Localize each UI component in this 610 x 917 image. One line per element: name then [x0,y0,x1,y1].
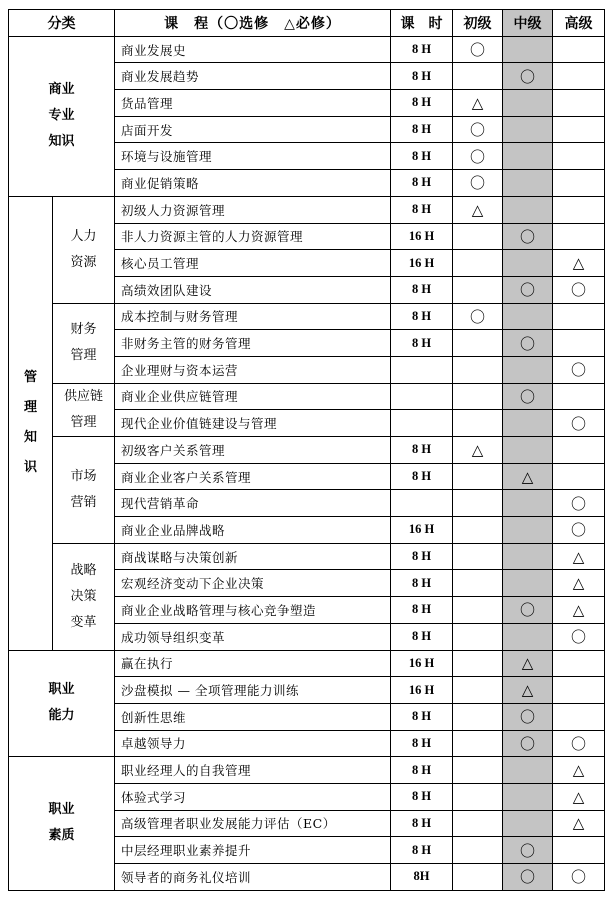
basic-mark [453,410,503,437]
category-label-line: 管 [23,370,37,386]
course-hours: 8 H [391,170,453,197]
adv-mark: △ [553,570,605,597]
course-hours: 8H [391,864,453,891]
adv-mark: 〇 [553,356,605,383]
adv-mark [553,196,605,223]
header-mid: 中级 [503,10,553,37]
mid-mark [503,490,553,517]
basic-mark [453,597,503,624]
adv-mark: △ [553,810,605,837]
basic-mark [453,250,503,277]
adv-mark [553,330,605,357]
subcategory-label-line: 供应链 [63,388,103,404]
course-name: 商业企业品牌战略 [115,517,391,544]
mid-mark [503,570,553,597]
course-hours: 8 H [391,143,453,170]
table-row [9,437,605,464]
course-name: 非财务主管的财务管理 [115,330,391,357]
basic-mark: 〇 [453,303,503,330]
basic-mark [453,463,503,490]
subcategory-label-line: 决策 [70,588,97,604]
adv-mark [553,143,605,170]
course-hours: 8 H [391,330,453,357]
course-name: 职业经理人的自我管理 [115,757,391,784]
category-label-line: 知识 [48,134,75,150]
subcategory-label [53,303,115,383]
basic-mark [453,63,503,90]
basic-mark [453,490,503,517]
header-adv: 高级 [553,10,605,37]
course-hours: 8 H [391,303,453,330]
category-label-line: 职业 [48,682,75,698]
course-name: 现代营销革命 [115,490,391,517]
mid-mark: △ [503,463,553,490]
adv-mark [553,63,605,90]
mid-mark: 〇 [503,597,553,624]
adv-mark [553,303,605,330]
adv-mark [553,677,605,704]
adv-mark [553,650,605,677]
adv-mark: 〇 [553,864,605,891]
mid-mark: 〇 [503,330,553,357]
course-hours: 16 H [391,250,453,277]
basic-mark [453,330,503,357]
subcategory-label-line: 管理 [70,414,97,430]
adv-mark: △ [553,597,605,624]
category-label-line: 商业 [48,82,75,98]
adv-mark: 〇 [553,623,605,650]
mid-mark [503,36,553,63]
course-name: 企业理财与资本运营 [115,356,391,383]
course-hours: 8 H [391,783,453,810]
mid-mark: 〇 [503,864,553,891]
adv-mark: △ [553,783,605,810]
course-hours: 8 H [391,36,453,63]
adv-mark [553,463,605,490]
mid-mark [503,170,553,197]
course-name: 商业企业供应链管理 [115,383,391,410]
subcategory-label-line: 市场 [70,468,97,484]
course-name: 高绩效团队建设 [115,276,391,303]
course-hours: 8 H [391,757,453,784]
subcategory-label [53,196,115,303]
adv-mark: △ [553,757,605,784]
adv-mark: 〇 [553,730,605,757]
course-name: 沙盘模拟 — 全项管理能力训练 [115,677,391,704]
adv-mark [553,36,605,63]
basic-mark [453,730,503,757]
header-category: 分类 [9,10,115,37]
adv-mark [553,703,605,730]
course-name: 货品管理 [115,90,391,117]
mid-mark [503,757,553,784]
mid-mark [503,116,553,143]
course-name: 非人力资源主管的人力资源管理 [115,223,391,250]
course-name: 创新性思维 [115,703,391,730]
course-hours: 8 H [391,437,453,464]
mid-mark [503,543,553,570]
course-name: 商业企业客户关系管理 [115,463,391,490]
basic-mark [453,276,503,303]
subcategory-label [53,437,115,544]
course-hours: 8 H [391,810,453,837]
mid-mark [503,196,553,223]
course-name: 高级管理者职业发展能力评估（EC） [115,810,391,837]
basic-mark [453,517,503,544]
table-row [9,196,605,223]
course-hours: 16 H [391,650,453,677]
course-name: 环境与设施管理 [115,143,391,170]
basic-mark [453,570,503,597]
mid-mark [503,810,553,837]
course-hours: 8 H [391,623,453,650]
subcategory-label-line: 人力 [70,228,97,244]
mid-mark [503,356,553,383]
course-hours: 8 H [391,276,453,303]
course-hours: 8 H [391,543,453,570]
course-hours: 16 H [391,677,453,704]
course-hours: 8 H [391,196,453,223]
adv-mark: 〇 [553,490,605,517]
basic-mark [453,383,503,410]
basic-mark: △ [453,196,503,223]
course-hours: 8 H [391,63,453,90]
basic-mark [453,650,503,677]
basic-mark [453,864,503,891]
adv-mark [553,223,605,250]
basic-mark: 〇 [453,170,503,197]
subcategory-label-line: 战略 [70,562,97,578]
course-hours: 8 H [391,730,453,757]
category-label-line: 识 [23,460,37,476]
basic-mark: 〇 [453,143,503,170]
category-label [9,36,115,196]
course-hours [391,383,453,410]
mid-mark [503,90,553,117]
mid-mark [503,143,553,170]
category-label-line: 素质 [48,828,75,844]
basic-mark: 〇 [453,116,503,143]
mid-mark [503,783,553,810]
category-label-line: 知 [23,430,37,446]
course-hours: 8 H [391,597,453,624]
basic-mark [453,783,503,810]
course-name: 商业企业战略管理与核心竞争塑造 [115,597,391,624]
table-row [9,383,605,410]
category-label-line: 理 [23,400,37,416]
subcategory-label [53,383,115,436]
basic-mark [453,703,503,730]
adv-mark: △ [553,250,605,277]
header-course: 课 程（〇选修 △必修） [115,10,391,37]
course-name: 初级客户关系管理 [115,437,391,464]
mid-mark: 〇 [503,837,553,864]
course-table [8,9,605,891]
subcategory-label-line: 财务 [70,322,97,338]
mid-mark [503,303,553,330]
header-row [9,10,605,37]
course-name: 中层经理职业素养提升 [115,837,391,864]
course-name: 体验式学习 [115,783,391,810]
subcategory-label-line: 变革 [70,614,97,630]
adv-mark [553,383,605,410]
adv-mark: 〇 [553,410,605,437]
course-name: 现代企业价值链建设与管理 [115,410,391,437]
basic-mark [453,677,503,704]
mid-mark: 〇 [503,223,553,250]
course-name: 商战谋略与决策创新 [115,543,391,570]
subcategory-label [53,543,115,650]
adv-mark: △ [553,543,605,570]
course-hours: 8 H [391,703,453,730]
mid-mark: 〇 [503,63,553,90]
category-label-line: 专业 [48,108,75,124]
adv-mark [553,170,605,197]
basic-mark [453,223,503,250]
subcategory-label-line: 资源 [70,254,97,270]
table-row [9,303,605,330]
adv-mark [553,437,605,464]
adv-mark: 〇 [553,517,605,544]
header-hours: 课 时 [391,10,453,37]
basic-mark [453,810,503,837]
category-label [9,757,115,890]
course-hours: 8 H [391,837,453,864]
mid-mark: 〇 [503,730,553,757]
course-hours [391,356,453,383]
category-label-line: 职业 [48,802,75,818]
mid-mark: △ [503,677,553,704]
course-name: 赢在执行 [115,650,391,677]
course-name: 宏观经济变动下企业决策 [115,570,391,597]
mid-mark [503,410,553,437]
table-row [9,650,605,677]
course-hours: 8 H [391,90,453,117]
basic-mark: △ [453,90,503,117]
course-name: 商业促销策略 [115,170,391,197]
basic-mark [453,356,503,383]
course-name: 商业发展史 [115,36,391,63]
basic-mark: △ [453,437,503,464]
category-label [9,196,53,650]
mid-mark: △ [503,650,553,677]
header-basic: 初级 [453,10,503,37]
adv-mark [553,837,605,864]
course-name: 领导者的商务礼仪培训 [115,864,391,891]
adv-mark [553,116,605,143]
subcategory-label-line: 营销 [70,494,97,510]
course-hours: 16 H [391,223,453,250]
mid-mark: 〇 [503,276,553,303]
course-hours: 16 H [391,517,453,544]
category-label-line: 能力 [48,708,75,724]
course-name: 卓越领导力 [115,730,391,757]
category-label [9,650,115,757]
table-row [9,543,605,570]
course-name: 核心员工管理 [115,250,391,277]
mid-mark: 〇 [503,383,553,410]
basic-mark [453,543,503,570]
course-name: 成功领导组织变革 [115,623,391,650]
basic-mark [453,623,503,650]
course-name: 成本控制与财务管理 [115,303,391,330]
mid-mark [503,250,553,277]
subcategory-label-line: 管理 [70,348,97,364]
table-row [9,757,605,784]
course-hours: 8 H [391,116,453,143]
course-hours [391,490,453,517]
course-name: 店面开发 [115,116,391,143]
basic-mark [453,837,503,864]
course-hours [391,410,453,437]
basic-mark [453,757,503,784]
mid-mark [503,437,553,464]
mid-mark: 〇 [503,703,553,730]
basic-mark: 〇 [453,36,503,63]
course-hours: 8 H [391,570,453,597]
course-name: 商业发展趋势 [115,63,391,90]
table-row [9,36,605,63]
adv-mark: 〇 [553,276,605,303]
course-name: 初级人力资源管理 [115,196,391,223]
adv-mark [553,90,605,117]
mid-mark [503,517,553,544]
course-hours: 8 H [391,463,453,490]
mid-mark [503,623,553,650]
